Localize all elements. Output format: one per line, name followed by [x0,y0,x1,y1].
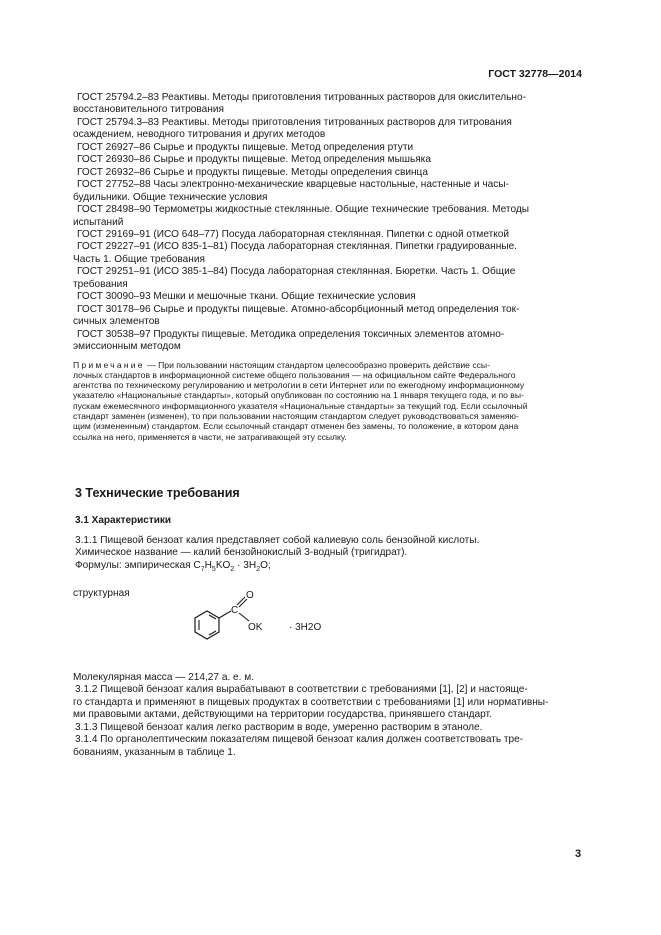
atom-o: O [246,590,254,601]
reference-item: ГОСТ 30090–93 Мешки и мешочные ткани. Общие технические условия [77,291,416,303]
atom-c: C [231,605,239,616]
reference-item: ГОСТ 26927–86 Сырье и продукты пищевые. Метод определения ртути [77,141,414,153]
document-header: ГОСТ 32778—2014 [488,68,582,80]
references-list [73,92,583,442]
reference-item: ГОСТ 29227–91 (ИСО 835-1–81) Посуда лабораторная стеклянная. Пипетки градуированные. Часть 1. Общие требования [73,241,517,265]
paragraph-3-1-2: 3.1.2 Пищевой бензоат калия вырабатывают в соответствии с требованиями [1], [2] и настояще- го стандарта и применяют в пищевых продуктах в соответствии с требованиями [1] или нормативны- ми правовыми актами, действующими на территории государства, принявшего стандарт. [73,684,549,721]
reference-item: ГОСТ 28498–90 Термометры жидкостные стеклянные. Общие технические требования. Методы испытаний [73,204,529,228]
reference-item: ГОСТ 26932–86 Сырье и продукты пищевые. Методы определения свинца [77,166,428,178]
note-label: Примечание [73,359,145,370]
paragraph-3-1-4: 3.1.4 По органолептическим показателям пищевой бензоат калия должен соответствовать тре- бованиям, указанным в таблице 1. [73,734,524,758]
section-title: 3 Технические требования [75,486,240,500]
paragraphs-3-1-2-to-3-1-4 [73,672,583,759]
paragraph-3-1-1: 3.1.1 Пищевой бензоат калия представляет собой калиевую соль бензойной кислоты. Химическое название — калий бензойнокислый 3-водный (тригидрат). Формулы: эмпирическая $C_7H_5KO_2 \cdot 3H_2O$; [73,535,583,572]
structural-label: структурная [73,588,130,599]
page-number: 3 [575,848,582,860]
reference-item: ГОСТ 27752–88 Часы электронно-механические кварцевые настольные, настенные и часы- будильники. Общие технические условия [73,179,509,203]
reference-item: ГОСТ 29251–91 (ИСО 385-1–84) Посуда лабораторная стеклянная. Бюретки. Часть 1. Общие требования [73,266,516,290]
subsection-title: 3.1 Характеристики [75,515,172,526]
chemical-name: Химическое название — калий бензойнокислый 3-водный (тригидрат). [75,547,408,559]
reference-item: ГОСТ 29169–91 (ИСО 648–77) Посуда лабораторная стеклянная. Пипетки с одной отметкой [77,228,510,240]
empirical-formula: Формулы: эмпирическая $C_7H_5KO_2 \cdot 3H_2O$; [75,559,271,573]
paragraph-3-1-3: 3.1.3 Пищевой бензоат калия легко растворим в воде, умеренно растворим в этаноле. [75,721,483,733]
reference-item: ГОСТ 26930–86 Сырье и продукты пищевые. Метод определения мышьяка [77,154,431,166]
atom-ok: OK [248,622,263,633]
reference-item: ГОСТ 25794.2–83 Реактивы. Методы приготовления титрованных растворов для окислительно- восстановительного титрования [73,92,526,116]
note-block: Примечание — При пользовании настоящим стандартом целесообразно проверить действие ссы- лочных стандартов в информационной системе общего пользования — на официальном сайте Федерального агентства по техническому регулированию и метрологии в сети Интернет или по ежегодному информационному указателю «Национальные стандарты», который опубликован по состоянию на 1 января текущего года, и по вы- пускам ежемесячного информационного указателя «Национальные стандарты» за текущий год. Если ссылочный стандарт заменен (изменен), то при пользовании настоящим стандартом следует руководствоваться заменяю- щим (измененным) стандартом. Если ссылочный стандарт отменен без замены, то положение, в котором дана ссылка на него, применяется в части, не затрагивающей эту ссылку. [73,359,528,442]
reference-item: ГОСТ 25794.3–83 Реактивы. Методы приготовления титрованных растворов для титрования осаждением, неводного титрования и других методов [73,116,512,141]
molar-mass: Молекулярная масса — 214,27 а. е. м. [73,672,255,683]
structural-formula [185,586,355,651]
reference-item: ГОСТ 30178–96 Сырье и продукты пищевые. Атомно-абсорбционный метод определения ток- сичных элементов [73,303,520,328]
reference-item: ГОСТ 30538–97 Продукты пищевые. Методика определения токсичных элементов атомно- эмиссионным методом [73,328,505,353]
water-of-crystallization: · 3H2O [289,622,322,633]
